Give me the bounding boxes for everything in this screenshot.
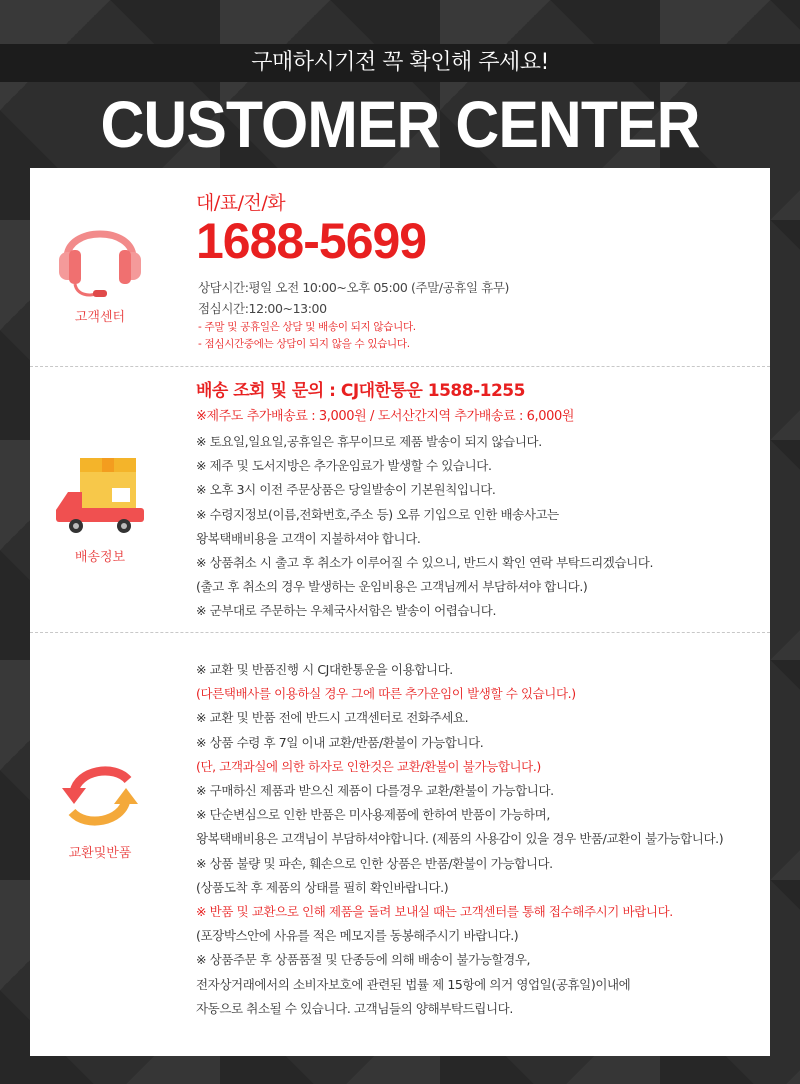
customer-center-text (196, 188, 756, 353)
notice-bar (0, 44, 800, 82)
note-line: - 주말 및 공휴일은 상담 및 배송이 되지 않습니다. (198, 321, 416, 333)
exchange-line: (포장박스안에 사유를 적은 메모지를 동봉해주시기 바랍니다.) (196, 928, 519, 944)
exchange-line: 전자상거래에서의 소비자보호에 관련된 법률 제 15항에 의거 영업일(공휴일)이내에 (196, 976, 631, 992)
customer-center-label: 고객센터 (74, 310, 126, 325)
exchange-line: ※ 상품 수령 후 7일 이내 교환/반품/환불이 가능합니다. (196, 734, 484, 750)
lunch-hours: 점심시간:12:00~13:00 (198, 301, 327, 316)
exchange-line: ※ 교환 및 반품진행 시 CJ대한통운을 이용합니다. (196, 662, 453, 677)
exchange-line: ※ 구매하신 제품과 받으신 제품이 다를경우 교환/환불이 가능합니다. (196, 783, 554, 799)
shipping-line: ※ 수령지정보(이름,전화번호,주소 등) 오류 기입으로 인한 배송사고는 (196, 506, 559, 522)
shipping-icon-col (30, 454, 170, 565)
exchange-section (30, 634, 770, 1054)
note-line: - 점심시간중에는 상담이 되지 않을 수 있습니다. (198, 338, 410, 350)
headset-icon (55, 206, 145, 302)
customer-center-section (30, 168, 770, 364)
shipping-title: 배송 조회 및 문의 : CJ대한통운 1588-1255 (196, 381, 525, 401)
shipping-line: ※ 군부대로 주문하는 우체국사서함은 발송이 어렵습니다. (196, 603, 497, 619)
shipping-line: ※ 상품취소 시 출고 후 취소가 이루어질 수 있으니, 반드시 확인 연락 부탁드리겠습니다. (196, 555, 654, 571)
rep-phone-label: 대/표/전/화 (196, 192, 286, 214)
info-card (30, 168, 770, 1056)
exchange-line: ※ 상품주문 후 상품품절 및 단종등에 의해 배송이 불가능할경우, (196, 952, 531, 968)
exchange-line: ※ 교환 및 반품 전에 반드시 고객센터로 전화주세요. (196, 710, 469, 726)
exchange-line: 왕복택배비용은 고객님이 부담하셔야합니다. (제품의 사용감이 있을 경우 반품/교환이 불가능합니다.) (196, 831, 724, 847)
shipping-section (30, 368, 770, 630)
shipping-line: ※ 토요일,일요일,공휴일은 휴무이므로 제품 발송이 되지 않습니다. (196, 434, 542, 449)
exchange-label: 교환및반품 (68, 846, 132, 861)
section-divider (30, 366, 770, 367)
exchange-line: 자동으로 취소될 수 있습니다. 고객님들의 양해부탁드립니다. (196, 1000, 513, 1016)
exchange-line: (다른택배사를 이용하실 경우 그에 따른 추가운임이 발생할 수 있습니다.) (196, 686, 576, 702)
customer-center-icon-col (30, 206, 170, 325)
delivery-truck-icon (52, 454, 148, 546)
shipping-fee: ※제주도 추가배송료 : 3,000원 / 도서산간지역 추가배송료 : 6,000원 (196, 409, 575, 424)
rep-phone-number[interactable]: 1688-5699 (196, 213, 427, 269)
shipping-line: ※ 제주 및 도서지방은 추가운임료가 발생할 수 있습니다. (196, 458, 492, 474)
exchange-icon-col (30, 760, 170, 861)
section-divider (30, 632, 770, 633)
shipping-line: (출고 후 취소의 경우 발생하는 운임비용은 고객님께서 부담하셔야 합니다.) (196, 579, 588, 595)
shipping-line: 왕복택배비용을 고객이 지불하셔야 합니다. (196, 530, 421, 546)
exchange-line: ※ 상품 불량 및 파손, 훼손으로 인한 상품은 반품/환불이 가능합니다. (196, 855, 553, 871)
page-title: CUSTOMER CENTER (100, 87, 700, 161)
shipping-text (196, 378, 756, 624)
shipping-label: 배송정보 (74, 550, 126, 565)
consult-hours: 상담시간:평일 오전 10:00~오후 05:00 (주말/공휴일 휴무) (198, 280, 510, 295)
exchange-line: ※ 반품 및 교환으로 인해 제품을 돌려 보내실 때는 고객센터를 통해 접수해주시기 바랍니다. (196, 904, 673, 920)
exchange-arrows-icon (52, 760, 148, 832)
exchange-line: ※ 단순변심으로 인한 반품은 미사용제품에 한하여 반품이 가능하며, (196, 807, 550, 823)
exchange-line: (상품도착 후 제품의 상태를 필히 확인바랍니다.) (196, 879, 449, 895)
notice-text: 구매하시기전 꼭 확인해 주세요! (251, 50, 549, 75)
shipping-line: ※ 오후 3시 이전 주문상품은 당일발송이 기본원칙입니다. (196, 482, 496, 498)
exchange-text (196, 658, 756, 1021)
exchange-line: (단, 고객과실에 의한 하자로 인한것은 교환/환불이 불가능합니다.) (196, 758, 541, 774)
